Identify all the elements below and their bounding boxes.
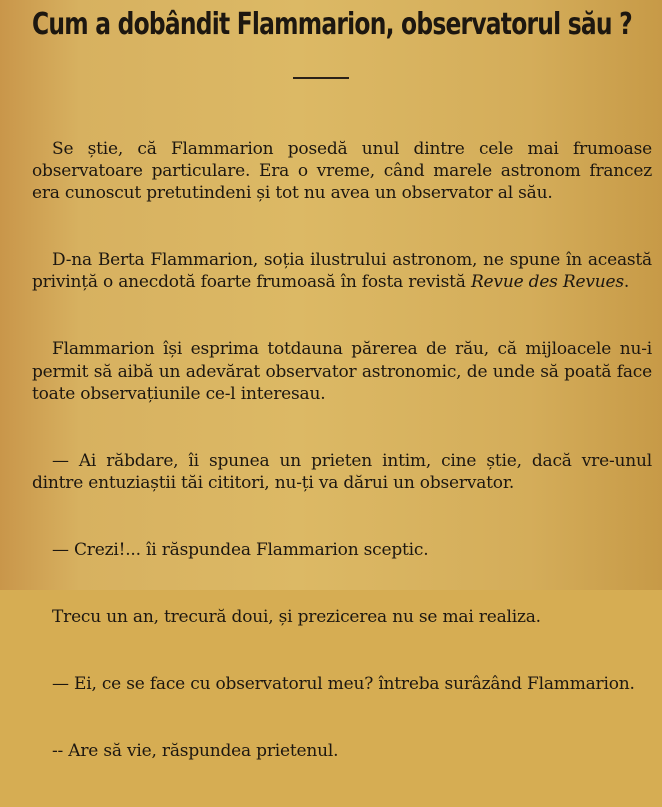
journal-name: Revue des Revues — [470, 272, 624, 293]
journal-suffix: . — [623, 272, 630, 293]
paragraph-6: Trecu un an, trecură doui, și prezicerea nu se mai realiza. — [52, 606, 541, 627]
article-title: Cum a dobândit Flammarion, observatorul său ? — [32, 7, 632, 42]
paragraph-5: — Crezi!... îi răspundea Flammarion sceptic. — [52, 539, 429, 560]
paragraph-2 — [32, 249, 658, 294]
paragraph-4: — Ai răbdare, îi spunea un prieten intim, cine știe, dacă vre-unul dintre entuziaștii tăi cititori, nu-ți va dărui un observator. — [32, 450, 658, 494]
article-body — [32, 93, 658, 807]
paragraph-8: -- Are să vie, răspundea prietenul. — [52, 740, 339, 761]
paragraph-2-text: D-na Berta Flammarion, soția ilustrului astronom, ne spune în această privință o anecdotă foarte frumoasă în fosta revistă — [32, 250, 658, 293]
paragraph-7: — Ei, ce se face cu observatorul meu? întreba surâzând Flammarion. — [52, 673, 635, 694]
paragraph-3: Flammarion își esprima totdauna părerea de rău, că mijloacele nu-i permit să aibă un adevărat observator astronomic, de unde să poată face toate observațiunile ce-l interesau. — [32, 339, 658, 404]
title-divider — [293, 77, 349, 79]
paragraph-1: Se știe, că Flammarion posedă unul dintre cele mai frumoase observatoare particulare. Era o vreme, când marele astronom francez era cunoscut pretutindeni și tot nu avea un observator al său. — [32, 138, 658, 204]
